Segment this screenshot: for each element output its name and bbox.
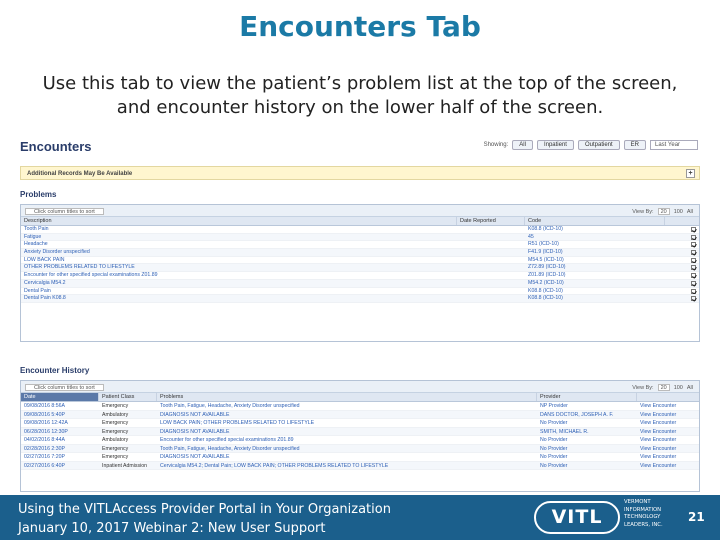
problem-date-reported: [457, 257, 525, 264]
problems-header: [21, 217, 699, 226]
problem-select-cell: [665, 280, 699, 287]
problems-sort-hint: Click column titles to sort: [25, 208, 104, 215]
problem-select-cell: [665, 264, 699, 271]
encounter-problems: Tooth Pain, Fatigue, Headache, Anxiety Disorder unspecified: [160, 445, 300, 452]
history-toolbar: [21, 381, 699, 393]
table-row[interactable]: [21, 436, 699, 445]
problem-description: Tooth Pain: [24, 226, 49, 232]
problems-view-by: [632, 208, 693, 215]
view-by-all[interactable]: All: [686, 208, 693, 215]
encounter-problems: Encounter for other specified special examinations Z01.89: [160, 437, 294, 443]
filter-inpatient-button[interactable]: Inpatient: [537, 140, 574, 150]
encounter-provider: No Provider: [540, 420, 568, 426]
problem-select-cell: [665, 272, 699, 279]
table-row[interactable]: [21, 226, 699, 234]
problem-select-cell: [665, 249, 699, 256]
table-row[interactable]: [21, 241, 699, 249]
checkbox-checked-icon[interactable]: [691, 258, 696, 263]
view-by-label: View By:: [632, 208, 654, 215]
encounter-problems: DIAGNOSIS NOT AVAILABLE: [160, 428, 230, 435]
encounter-date[interactable]: 09/08/2016 8:56A: [24, 403, 65, 409]
encounter-patient-class: Emergency: [102, 428, 129, 435]
table-row[interactable]: [21, 264, 699, 272]
footer-text: [18, 500, 391, 538]
problem-code: F41.9 (ICD-10): [528, 249, 563, 256]
problem-date-reported: [457, 264, 525, 271]
table-row[interactable]: [21, 295, 699, 303]
problem-description: OTHER PROBLEMS RELATED TO LIFESTYLE: [24, 264, 135, 271]
col-patient-class[interactable]: Patient Class: [99, 393, 157, 401]
table-row[interactable]: [21, 462, 699, 471]
slide-title: Encounters Tab: [239, 10, 481, 43]
checkbox-checked-icon[interactable]: [691, 235, 696, 240]
col-view: [637, 393, 699, 401]
encounter-date[interactable]: 04/02/2016 8:44A: [24, 437, 65, 443]
problem-code: Z72.89 (ICD-10): [528, 264, 566, 271]
checkbox-checked-icon[interactable]: [691, 242, 696, 247]
view-by-20[interactable]: 20: [658, 384, 670, 391]
history-view-by: [632, 384, 693, 391]
encounter-problems: LOW BACK PAIN; OTHER PROBLEMS RELATED TO LIFESTYLE: [160, 420, 315, 426]
encounter-provider: SMITH, MICHAEL R.: [540, 428, 589, 435]
col-date-reported[interactable]: Date Reported: [457, 217, 525, 225]
encounter-problems: DIAGNOSIS NOT AVAILABLE: [160, 411, 230, 418]
view-encounter-link[interactable]: View Encounter: [640, 454, 677, 460]
date-range-select[interactable]: Last Year: [650, 140, 698, 150]
encounter-date[interactable]: 02/27/2016 7:20P: [24, 454, 65, 460]
view-by-100[interactable]: 100: [673, 384, 683, 391]
problem-description: Headache: [24, 241, 48, 248]
problem-date-reported: [457, 272, 525, 279]
problem-code: M54.2 (ICD-10): [528, 279, 564, 286]
problem-description: Fatigue: [24, 233, 42, 240]
encounter-date[interactable]: 02/28/2016 2:30P: [24, 445, 65, 452]
expand-plus-icon[interactable]: +: [686, 169, 695, 178]
checkbox-checked-icon[interactable]: [691, 250, 696, 255]
history-sort-hint: Click column titles to sort: [25, 384, 104, 391]
view-encounter-link[interactable]: View Encounter: [640, 462, 677, 469]
problem-code: K08.8 (ICD-10): [528, 226, 563, 232]
problems-title: Problems: [20, 190, 57, 199]
col-code[interactable]: Code: [525, 217, 665, 225]
problem-description: LOW BACK PAIN: [24, 256, 65, 263]
problem-select-cell: [665, 257, 699, 264]
problem-select-cell: [665, 241, 699, 248]
filter-all-button[interactable]: All: [512, 140, 533, 150]
problem-description: Dental Pain K08.8: [24, 295, 66, 302]
encounter-patient-class: Ambulatory: [102, 411, 129, 418]
view-encounter-link[interactable]: View Encounter: [640, 403, 677, 409]
problem-date-reported: [457, 249, 525, 256]
problem-code: R51 (ICD-10): [528, 241, 559, 248]
problem-date-reported: [457, 241, 525, 248]
additional-records-notice: [20, 166, 700, 180]
col-problems[interactable]: Problems: [157, 393, 537, 401]
problem-date-reported: [457, 280, 525, 287]
problem-select-cell: [665, 288, 699, 295]
view-encounter-link[interactable]: View Encounter: [640, 437, 677, 443]
table-row[interactable]: [21, 402, 699, 411]
vitl-logo-subtitle: VERMONT INFORMATION TECHNOLOGY LEADERS, INC.: [624, 499, 663, 528]
view-encounter-link[interactable]: View Encounter: [640, 445, 677, 452]
history-header: [21, 393, 699, 402]
table-row[interactable]: [21, 428, 699, 437]
filter-er-button[interactable]: ER: [624, 140, 646, 150]
encounter-provider: DANS DOCTOR, JOSEPH A. F.: [540, 411, 614, 418]
table-row[interactable]: [21, 411, 699, 420]
encounter-history-grid: [20, 380, 700, 492]
problem-select-cell: [665, 226, 699, 233]
encounter-history-title: Encounter History: [20, 366, 90, 375]
table-row[interactable]: [21, 419, 699, 428]
vitl-logo: VITL: [534, 501, 620, 534]
problem-date-reported: [457, 295, 525, 302]
problem-description: Encounter for other specified special examinations Z01.89: [24, 272, 158, 279]
problem-date-reported: [457, 234, 525, 241]
col-date[interactable]: Date: [21, 393, 99, 401]
slide-footer: [0, 495, 720, 540]
problems-grid: [20, 204, 700, 342]
view-by-all[interactable]: All: [686, 384, 693, 391]
problem-description: Anxiety Disorder unspecified: [24, 249, 90, 256]
problem-code: K08.8 (ICD-10): [528, 287, 563, 294]
view-encounter-link[interactable]: View Encounter: [640, 428, 677, 435]
encounter-provider: NP Provider: [540, 403, 568, 409]
encounter-problems: Cervicalgia M54.2; Dental Pain; LOW BACK PAIN; OTHER PROBLEMS RELATED TO LIFESTYLE: [160, 462, 389, 469]
encounter-patient-class: Ambulatory: [102, 437, 129, 443]
encounter-provider: No Provider: [540, 437, 568, 443]
col-description[interactable]: Description: [21, 217, 457, 225]
checkbox-checked-icon[interactable]: [691, 227, 696, 232]
checkbox-checked-icon[interactable]: [691, 273, 696, 278]
problem-date-reported: [457, 226, 525, 233]
encounter-provider: No Provider: [540, 454, 568, 460]
problem-description: Cervicalgia M54.2: [24, 279, 66, 286]
table-row[interactable]: [21, 280, 699, 288]
filter-outpatient-button[interactable]: Outpatient: [578, 140, 620, 150]
view-by-100[interactable]: 100: [673, 208, 683, 215]
problem-code: Z01.89 (ICD-10): [528, 272, 566, 279]
showing-label: Showing:: [483, 142, 509, 148]
page-number: 21: [688, 510, 705, 524]
encounter-patient-class: Emergency: [102, 454, 129, 460]
notice-text: Additional Records May Be Available: [27, 171, 133, 177]
history-body: [21, 402, 699, 470]
encounter-date[interactable]: 09/08/2016 5:40P: [24, 411, 65, 418]
table-row[interactable]: [21, 234, 699, 242]
col-provider[interactable]: Provider: [537, 393, 637, 401]
footer-line-2: January 10, 2017 Webinar 2: New User Support: [18, 521, 326, 536]
table-row[interactable]: [21, 445, 699, 454]
slide-subtitle: Use this tab to view the patient’s problem list at the top of the screen, and encounter history on the lower half of the screen.: [42, 73, 678, 118]
table-row[interactable]: [21, 453, 699, 462]
table-row[interactable]: [21, 272, 699, 280]
encounter-patient-class: Inpatient Admission: [102, 462, 147, 469]
checkbox-checked-icon[interactable]: [691, 265, 696, 270]
problem-code: M54.5 (ICD-10): [528, 256, 564, 263]
view-encounter-link[interactable]: View Encounter: [640, 411, 677, 418]
encounter-date[interactable]: 09/08/2016 12:42A: [24, 420, 68, 426]
encounter-provider: No Provider: [540, 462, 568, 469]
problem-code: K08.8 (ICD-10): [528, 295, 563, 302]
table-row[interactable]: [21, 288, 699, 296]
col-select: [665, 217, 699, 225]
problem-select-cell: [665, 295, 699, 302]
problem-select-cell: [665, 234, 699, 241]
table-row[interactable]: [21, 257, 699, 265]
checkbox-checked-icon[interactable]: [691, 281, 696, 286]
problem-date-reported: [457, 288, 525, 295]
encounter-problems: Tooth Pain, Fatigue, Headache, Anxiety Disorder unspecified: [160, 403, 300, 409]
encounters-title: Encounters: [20, 139, 92, 154]
encounter-patient-class: Emergency: [102, 403, 129, 409]
view-by-label: View By:: [632, 384, 654, 391]
encounter-filter-bar: [484, 140, 698, 150]
problems-toolbar: [21, 205, 699, 217]
table-row[interactable]: [21, 249, 699, 257]
problems-body: [21, 226, 699, 303]
encounter-provider: No Provider: [540, 445, 568, 452]
checkbox-checked-icon[interactable]: [691, 289, 696, 294]
footer-line-1: Using the VITLAccess Provider Portal in Your Organization: [18, 502, 391, 517]
checkbox-checked-icon[interactable]: [691, 296, 696, 301]
problem-code: 45: [528, 233, 534, 240]
encounter-date[interactable]: 06/28/2016 12:30P: [24, 428, 68, 435]
problem-description: Dental Pain: [24, 287, 51, 294]
encounter-patient-class: Emergency: [102, 420, 129, 426]
portal-screenshot: [14, 133, 706, 495]
encounter-date[interactable]: 02/27/2016 6:40P: [24, 462, 65, 469]
encounter-patient-class: Emergency: [102, 445, 129, 452]
view-by-20[interactable]: 20: [658, 208, 670, 215]
view-encounter-link[interactable]: View Encounter: [640, 420, 677, 426]
encounter-problems: DIAGNOSIS NOT AVAILABLE: [160, 454, 230, 460]
